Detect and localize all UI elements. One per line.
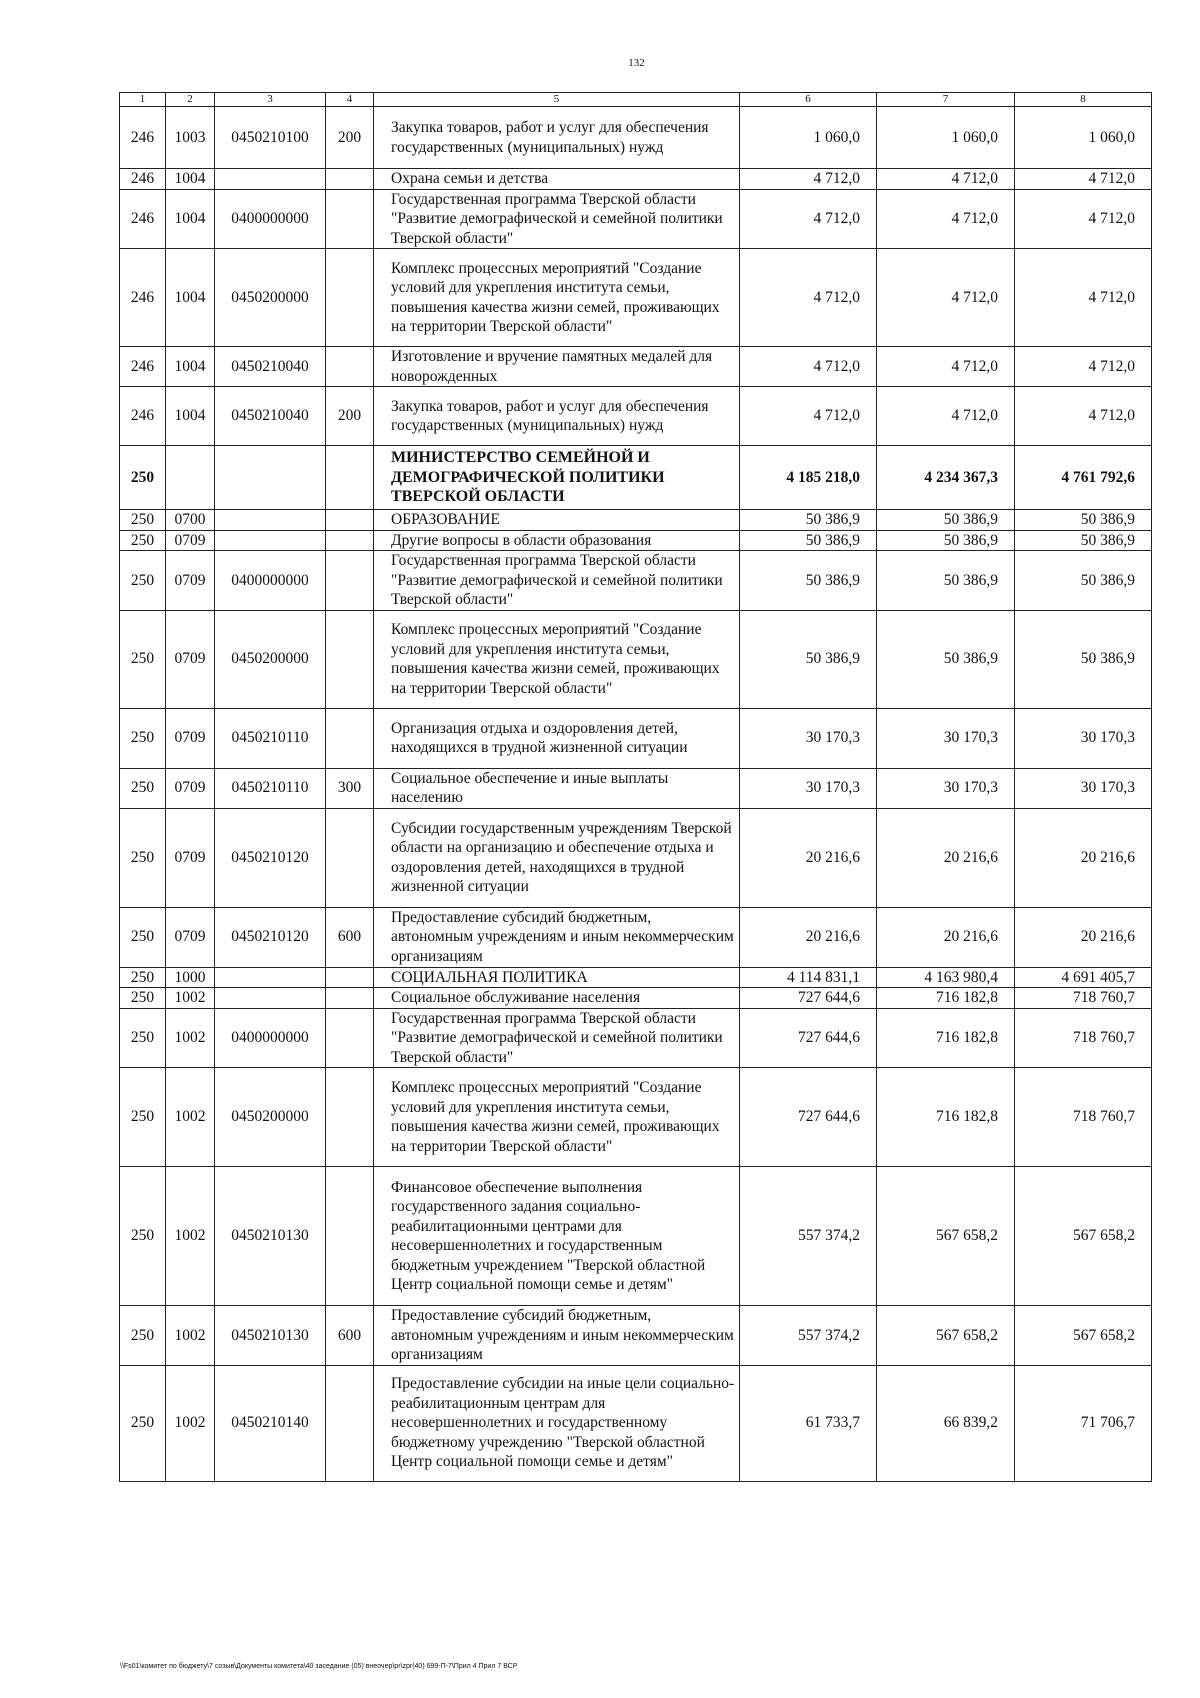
cell-amount-year1: 30 170,3	[740, 768, 877, 808]
cell-description: Предоставление субсидии на иные цели социально-реабилитационным центрам для несовершеннолетних и государственному бюджетному учреждению "Тверской областной Центр социальной помощи семье и детям"	[374, 1365, 740, 1481]
cell-section-code: 0709	[166, 708, 215, 768]
cell-amount-year2: 50 386,9	[877, 530, 1015, 551]
cell-amount-year3: 30 170,3	[1015, 708, 1152, 768]
cell-description: Государственная программа Тверской области "Развитие демографической и семейной политики Тверской области"	[374, 189, 740, 249]
cell-admin-code: 250	[120, 768, 166, 808]
cell-program-code	[215, 169, 326, 190]
cell-amount-year2: 20 216,6	[877, 907, 1015, 967]
cell-amount-year3: 30 170,3	[1015, 768, 1152, 808]
cell-admin-code: 250	[120, 551, 166, 611]
cell-program-code: 0450210110	[215, 768, 326, 808]
cell-expense-type: 600	[326, 1306, 374, 1366]
cell-amount-year3: 4 712,0	[1015, 387, 1152, 446]
cell-program-code: 0450210110	[215, 708, 326, 768]
cell-amount-year1: 50 386,9	[740, 551, 877, 611]
footer-file-path: \\Fs01\комитет по бюджету\7 созыв\Документы комитета\40 заседание (05) внеочер\pr\zpr(40) 699-П-7\Прил 4 Прил 7 ВСР	[120, 1663, 518, 1670]
cell-section-code: 1002	[166, 1365, 215, 1481]
cell-admin-code: 250	[120, 1167, 166, 1306]
table-row	[120, 551, 1152, 611]
cell-description: Изготовление и вручение памятных медалей для новорожденных	[374, 347, 740, 387]
cell-expense-type	[326, 530, 374, 551]
cell-program-code: 0450210140	[215, 1365, 326, 1481]
cell-amount-year3: 718 760,7	[1015, 1068, 1152, 1167]
cell-amount-year2: 716 182,8	[877, 1008, 1015, 1068]
cell-amount-year3: 567 658,2	[1015, 1306, 1152, 1366]
cell-amount-year1: 4 712,0	[740, 387, 877, 446]
cell-program-code	[215, 446, 326, 510]
cell-amount-year2: 50 386,9	[877, 610, 1015, 708]
column-header: 1	[120, 93, 166, 107]
table-row	[120, 967, 1152, 988]
table-row	[120, 708, 1152, 768]
cell-amount-year1: 30 170,3	[740, 708, 877, 768]
cell-admin-code: 246	[120, 347, 166, 387]
cell-program-code	[215, 510, 326, 531]
column-header: 3	[215, 93, 326, 107]
budget-table	[119, 92, 1152, 1482]
cell-admin-code: 250	[120, 530, 166, 551]
cell-amount-year3: 50 386,9	[1015, 551, 1152, 611]
cell-description: Государственная программа Тверской области "Развитие демографической и семейной политики Тверской области"	[374, 1008, 740, 1068]
cell-amount-year2: 50 386,9	[877, 551, 1015, 611]
cell-expense-type	[326, 967, 374, 988]
cell-program-code: 0450210040	[215, 387, 326, 446]
table-row	[120, 189, 1152, 249]
cell-expense-type	[326, 446, 374, 510]
cell-expense-type	[326, 610, 374, 708]
cell-amount-year2: 4 712,0	[877, 249, 1015, 347]
cell-amount-year1: 50 386,9	[740, 530, 877, 551]
column-header: 6	[740, 93, 877, 107]
cell-amount-year1: 727 644,6	[740, 1068, 877, 1167]
table-row	[120, 530, 1152, 551]
header-row	[120, 93, 1152, 107]
cell-section-code: 1003	[166, 107, 215, 169]
cell-section-code: 1004	[166, 169, 215, 190]
cell-amount-year3: 4 712,0	[1015, 169, 1152, 190]
cell-amount-year3: 50 386,9	[1015, 610, 1152, 708]
cell-amount-year1: 61 733,7	[740, 1365, 877, 1481]
column-header: 2	[166, 93, 215, 107]
cell-program-code: 0400000000	[215, 189, 326, 249]
cell-amount-year3: 4 712,0	[1015, 249, 1152, 347]
cell-amount-year3: 718 760,7	[1015, 1008, 1152, 1068]
cell-amount-year2: 30 170,3	[877, 708, 1015, 768]
cell-admin-code: 246	[120, 169, 166, 190]
column-header: 8	[1015, 93, 1152, 107]
cell-description: Государственная программа Тверской области "Развитие демографической и семейной политики Тверской области"	[374, 551, 740, 611]
cell-amount-year2: 716 182,8	[877, 1068, 1015, 1167]
cell-section-code: 0709	[166, 768, 215, 808]
cell-amount-year3: 1 060,0	[1015, 107, 1152, 169]
cell-amount-year3: 4 761 792,6	[1015, 446, 1152, 510]
cell-amount-year3: 71 706,7	[1015, 1365, 1152, 1481]
cell-description: Субсидии государственным учреждениям Тверской области на организацию и обеспечение отдыха и оздоровления детей, находящихся в трудной жизненной ситуации	[374, 808, 740, 907]
cell-description: ОБРАЗОВАНИЕ	[374, 510, 740, 531]
cell-expense-type: 200	[326, 387, 374, 446]
cell-expense-type	[326, 808, 374, 907]
cell-amount-year1: 4 712,0	[740, 249, 877, 347]
table-row	[120, 988, 1152, 1009]
cell-amount-year1: 727 644,6	[740, 1008, 877, 1068]
cell-section-code: 0709	[166, 551, 215, 611]
cell-admin-code: 250	[120, 907, 166, 967]
cell-admin-code: 250	[120, 1008, 166, 1068]
cell-admin-code: 250	[120, 1365, 166, 1481]
table-row	[120, 169, 1152, 190]
cell-admin-code: 250	[120, 446, 166, 510]
cell-amount-year3: 50 386,9	[1015, 530, 1152, 551]
cell-section-code: 1002	[166, 1068, 215, 1167]
cell-amount-year2: 20 216,6	[877, 808, 1015, 907]
cell-section-code: 1004	[166, 189, 215, 249]
cell-amount-year2: 4 234 367,3	[877, 446, 1015, 510]
cell-section-code: 0709	[166, 907, 215, 967]
table-row	[120, 107, 1152, 169]
cell-amount-year2: 4 712,0	[877, 169, 1015, 190]
table-row	[120, 387, 1152, 446]
cell-description: Другие вопросы в области образования	[374, 530, 740, 551]
cell-section-code: 0709	[166, 610, 215, 708]
table-row	[120, 510, 1152, 531]
cell-program-code: 0450200000	[215, 1068, 326, 1167]
cell-amount-year3: 567 658,2	[1015, 1167, 1152, 1306]
cell-section-code: 0709	[166, 808, 215, 907]
cell-section-code: 1004	[166, 387, 215, 446]
cell-amount-year3: 20 216,6	[1015, 808, 1152, 907]
cell-expense-type	[326, 1167, 374, 1306]
cell-admin-code: 250	[120, 1068, 166, 1167]
cell-amount-year2: 50 386,9	[877, 510, 1015, 531]
cell-section-code: 1002	[166, 988, 215, 1009]
cell-amount-year2: 4 712,0	[877, 347, 1015, 387]
column-header: 7	[877, 93, 1015, 107]
cell-admin-code: 250	[120, 988, 166, 1009]
cell-amount-year1: 20 216,6	[740, 808, 877, 907]
cell-expense-type	[326, 551, 374, 611]
cell-program-code: 0450200000	[215, 610, 326, 708]
column-header: 4	[326, 93, 374, 107]
cell-description: Комплекс процессных мероприятий "Создание условий для укрепления института семьи, повышения качества жизни семей, проживающих на территории Тверской области"	[374, 1068, 740, 1167]
cell-admin-code: 250	[120, 808, 166, 907]
table-row	[120, 1167, 1152, 1306]
cell-description: СОЦИАЛЬНАЯ ПОЛИТИКА	[374, 967, 740, 988]
cell-amount-year1: 4 114 831,1	[740, 967, 877, 988]
cell-amount-year1: 20 216,6	[740, 907, 877, 967]
cell-admin-code: 250	[120, 1306, 166, 1366]
cell-admin-code: 246	[120, 189, 166, 249]
cell-program-code	[215, 967, 326, 988]
cell-amount-year1: 4 185 218,0	[740, 446, 877, 510]
table-row	[120, 1008, 1152, 1068]
cell-amount-year3: 718 760,7	[1015, 988, 1152, 1009]
cell-amount-year1: 557 374,2	[740, 1167, 877, 1306]
cell-amount-year1: 557 374,2	[740, 1306, 877, 1366]
cell-program-code: 0400000000	[215, 551, 326, 611]
cell-program-code: 0450210120	[215, 808, 326, 907]
cell-expense-type: 600	[326, 907, 374, 967]
cell-section-code: 1000	[166, 967, 215, 988]
cell-section-code: 0709	[166, 530, 215, 551]
cell-expense-type	[326, 988, 374, 1009]
cell-amount-year1: 727 644,6	[740, 988, 877, 1009]
cell-expense-type	[326, 1365, 374, 1481]
table-row	[120, 347, 1152, 387]
cell-section-code: 1002	[166, 1167, 215, 1306]
cell-expense-type	[326, 347, 374, 387]
cell-description: Предоставление субсидий бюджетным, автономным учреждениям и иным некоммерческим организациям	[374, 907, 740, 967]
cell-description: Социальное обеспечение и иные выплаты населению	[374, 768, 740, 808]
cell-description: Комплекс процессных мероприятий "Создание условий для укрепления института семьи, повышения качества жизни семей, проживающих на территории Тверской области"	[374, 249, 740, 347]
cell-expense-type	[326, 249, 374, 347]
cell-description: МИНИСТЕРСТВО СЕМЕЙНОЙ И ДЕМОГРАФИЧЕСКОЙ ПОЛИТИКИ ТВЕРСКОЙ ОБЛАСТИ	[374, 446, 740, 510]
cell-program-code	[215, 988, 326, 1009]
cell-description: Охрана семьи и детства	[374, 169, 740, 190]
cell-program-code: 0450210040	[215, 347, 326, 387]
cell-amount-year2: 30 170,3	[877, 768, 1015, 808]
cell-program-code: 0450210100	[215, 107, 326, 169]
cell-section-code: 1002	[166, 1008, 215, 1068]
cell-amount-year2: 567 658,2	[877, 1167, 1015, 1306]
cell-expense-type: 200	[326, 107, 374, 169]
cell-program-code: 0450210120	[215, 907, 326, 967]
cell-amount-year2: 4 163 980,4	[877, 967, 1015, 988]
cell-amount-year2: 4 712,0	[877, 387, 1015, 446]
table-row	[120, 808, 1152, 907]
cell-program-code: 0450210130	[215, 1306, 326, 1366]
cell-program-code: 0400000000	[215, 1008, 326, 1068]
cell-amount-year1: 4 712,0	[740, 347, 877, 387]
cell-admin-code: 250	[120, 708, 166, 768]
cell-expense-type	[326, 189, 374, 249]
cell-amount-year2: 1 060,0	[877, 107, 1015, 169]
cell-amount-year3: 50 386,9	[1015, 510, 1152, 531]
cell-amount-year2: 716 182,8	[877, 988, 1015, 1009]
cell-amount-year2: 567 658,2	[877, 1306, 1015, 1366]
cell-amount-year3: 20 216,6	[1015, 907, 1152, 967]
cell-expense-type	[326, 1068, 374, 1167]
table-row	[120, 1068, 1152, 1167]
cell-description: Закупка товаров, работ и услуг для обеспечения государственных (муниципальных) нужд	[374, 107, 740, 169]
cell-expense-type	[326, 169, 374, 190]
table-row	[120, 768, 1152, 808]
cell-program-code: 0450200000	[215, 249, 326, 347]
cell-description: Комплекс процессных мероприятий "Создание условий для укрепления института семьи, повышения качества жизни семей, проживающих на территории Тверской области"	[374, 610, 740, 708]
cell-amount-year3: 4 712,0	[1015, 347, 1152, 387]
cell-amount-year3: 4 712,0	[1015, 189, 1152, 249]
cell-admin-code: 246	[120, 387, 166, 446]
cell-description: Предоставление субсидий бюджетным, автономным учреждениям и иным некоммерческим организациям	[374, 1306, 740, 1366]
cell-amount-year1: 50 386,9	[740, 610, 877, 708]
cell-section-code: 1004	[166, 249, 215, 347]
cell-section-code: 0700	[166, 510, 215, 531]
table-row	[120, 1365, 1152, 1481]
cell-amount-year2: 66 839,2	[877, 1365, 1015, 1481]
cell-admin-code: 250	[120, 610, 166, 708]
table-row	[120, 907, 1152, 967]
column-header: 5	[374, 93, 740, 107]
cell-amount-year1: 1 060,0	[740, 107, 877, 169]
table-row	[120, 446, 1152, 510]
table-body	[120, 93, 1152, 1482]
page-number: 132	[628, 57, 645, 69]
cell-admin-code: 246	[120, 107, 166, 169]
cell-amount-year1: 50 386,9	[740, 510, 877, 531]
cell-amount-year1: 4 712,0	[740, 189, 877, 249]
cell-program-code: 0450210130	[215, 1167, 326, 1306]
table-row	[120, 610, 1152, 708]
cell-admin-code: 250	[120, 510, 166, 531]
cell-amount-year3: 4 691 405,7	[1015, 967, 1152, 988]
cell-expense-type	[326, 510, 374, 531]
cell-description: Социальное обслуживание населения	[374, 988, 740, 1009]
cell-description: Финансовое обеспечение выполнения государственного задания социально-реабилитационными центрами для несовершеннолетних и государственным бюджетным учреждением "Тверской областной Центр социальной помощи семье и детям"	[374, 1167, 740, 1306]
cell-section-code: 1002	[166, 1306, 215, 1366]
cell-description: Закупка товаров, работ и услуг для обеспечения государственных (муниципальных) нужд	[374, 387, 740, 446]
cell-section-code	[166, 446, 215, 510]
cell-expense-type	[326, 708, 374, 768]
cell-amount-year1: 4 712,0	[740, 169, 877, 190]
cell-admin-code: 246	[120, 249, 166, 347]
cell-section-code: 1004	[166, 347, 215, 387]
cell-expense-type	[326, 1008, 374, 1068]
cell-description: Организация отдыха и оздоровления детей, находящихся в трудной жизненной ситуации	[374, 708, 740, 768]
cell-expense-type: 300	[326, 768, 374, 808]
cell-admin-code: 250	[120, 967, 166, 988]
table-row	[120, 249, 1152, 347]
cell-amount-year2: 4 712,0	[877, 189, 1015, 249]
table-row	[120, 1306, 1152, 1366]
cell-program-code	[215, 530, 326, 551]
